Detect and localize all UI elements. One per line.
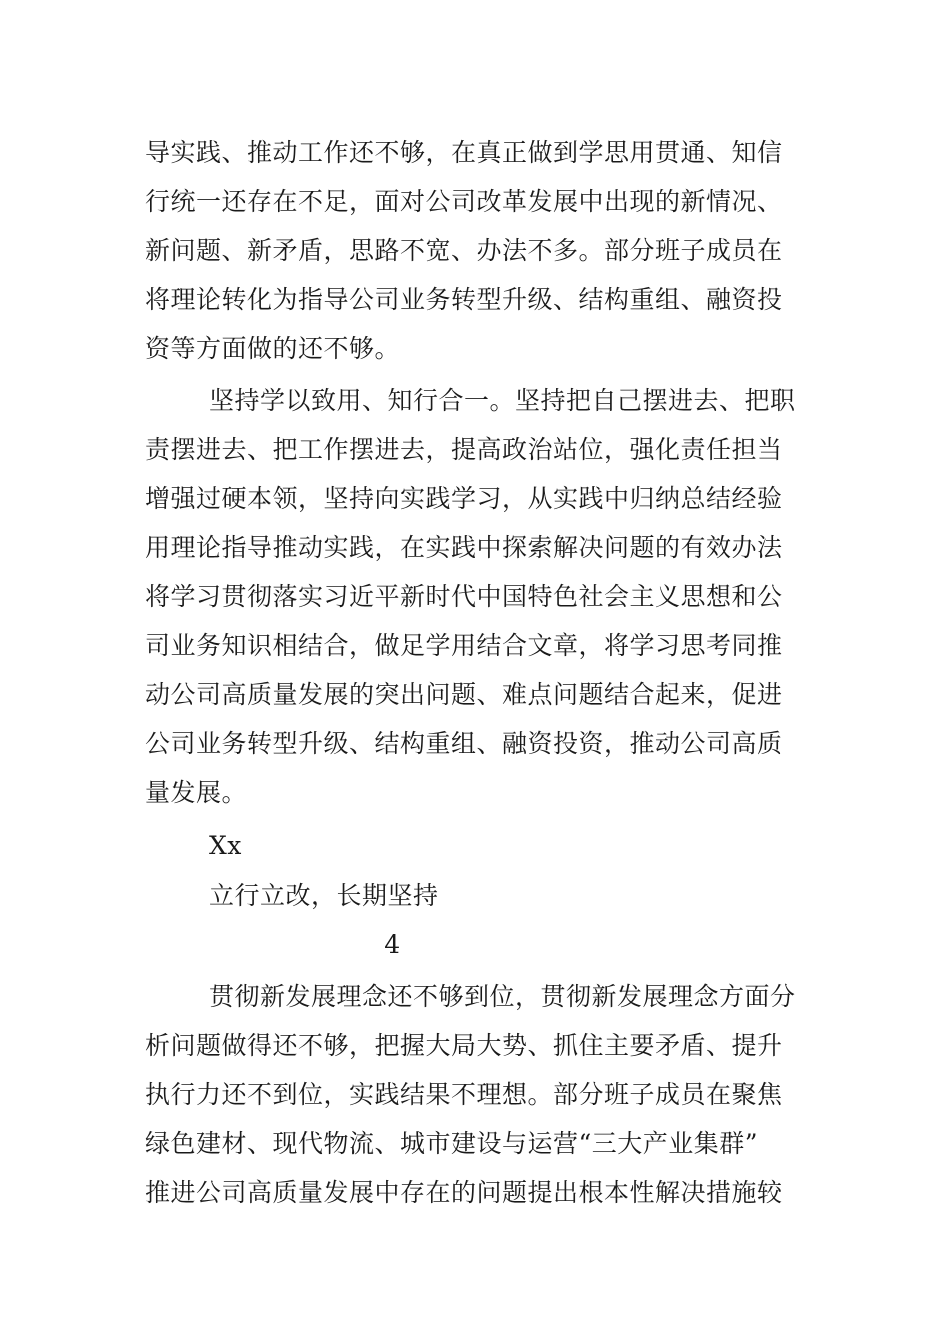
paragraph-2-line: 责摆进去、把工作摆进去，提高政治站位，强化责任担当 [145, 435, 783, 464]
paragraph-2-line: 增强过硬本领，坚持向实践学习，从实践中归纳总结经验 [145, 484, 783, 513]
paragraph-2-line: 用理论指导推动实践，在实践中探索解决问题的有效办法 [145, 533, 783, 562]
paragraph-3-line: 贯彻新发展理念还不够到位，贯彻新发展理念方面分 [209, 982, 796, 1011]
section-number: 4 [384, 930, 401, 959]
label-xx: Xx [209, 831, 242, 860]
paragraph-1-line: 将理论转化为指导公司业务转型升级、结构重组、融资投 [145, 285, 783, 314]
section-heading: 立行立改，长期坚持 [209, 881, 439, 910]
paragraph-2-line: 将学习贯彻落实习近平新时代中国特色社会主义思想和公 [145, 582, 783, 611]
paragraph-1-line: 行统一还存在不足，面对公司改革发展中出现的新情况、 [145, 187, 783, 216]
paragraph-1-line: 导实践、推动工作还不够，在真正做到学思用贯通、知信 [145, 138, 783, 167]
paragraph-3-line: 析问题做得还不够，把握大局大势、抓住主要矛盾、提升 [145, 1031, 783, 1060]
paragraph-2-line: 公司业务转型升级、结构重组、融资投资，推动公司高质 [145, 729, 783, 758]
paragraph-2-line: 坚持学以致用、知行合一。坚持把自己摆进去、把职 [209, 386, 796, 415]
paragraph-3-line: 绿色建材、现代物流、城市建设与运营“三大产业集群” [145, 1129, 759, 1158]
paragraph-2-line: 量发展。 [145, 778, 248, 807]
paragraph-3-line: 执行力还不到位，实践结果不理想。部分班子成员在聚焦 [145, 1080, 783, 1109]
paragraph-2-line: 动公司高质量发展的突出问题、难点问题结合起来，促进 [145, 680, 783, 709]
paragraph-2-line: 司业务知识相结合，做足学用结合文章，将学习思考同推 [145, 631, 783, 660]
paragraph-1-line: 资等方面做的还不够。 [145, 334, 401, 363]
paragraph-1-line: 新问题、新矛盾，思路不宽、办法不多。部分班子成员在 [145, 236, 783, 265]
paragraph-3-line: 推进公司高质量发展中存在的问题提出根本性解决措施较 [145, 1178, 783, 1207]
